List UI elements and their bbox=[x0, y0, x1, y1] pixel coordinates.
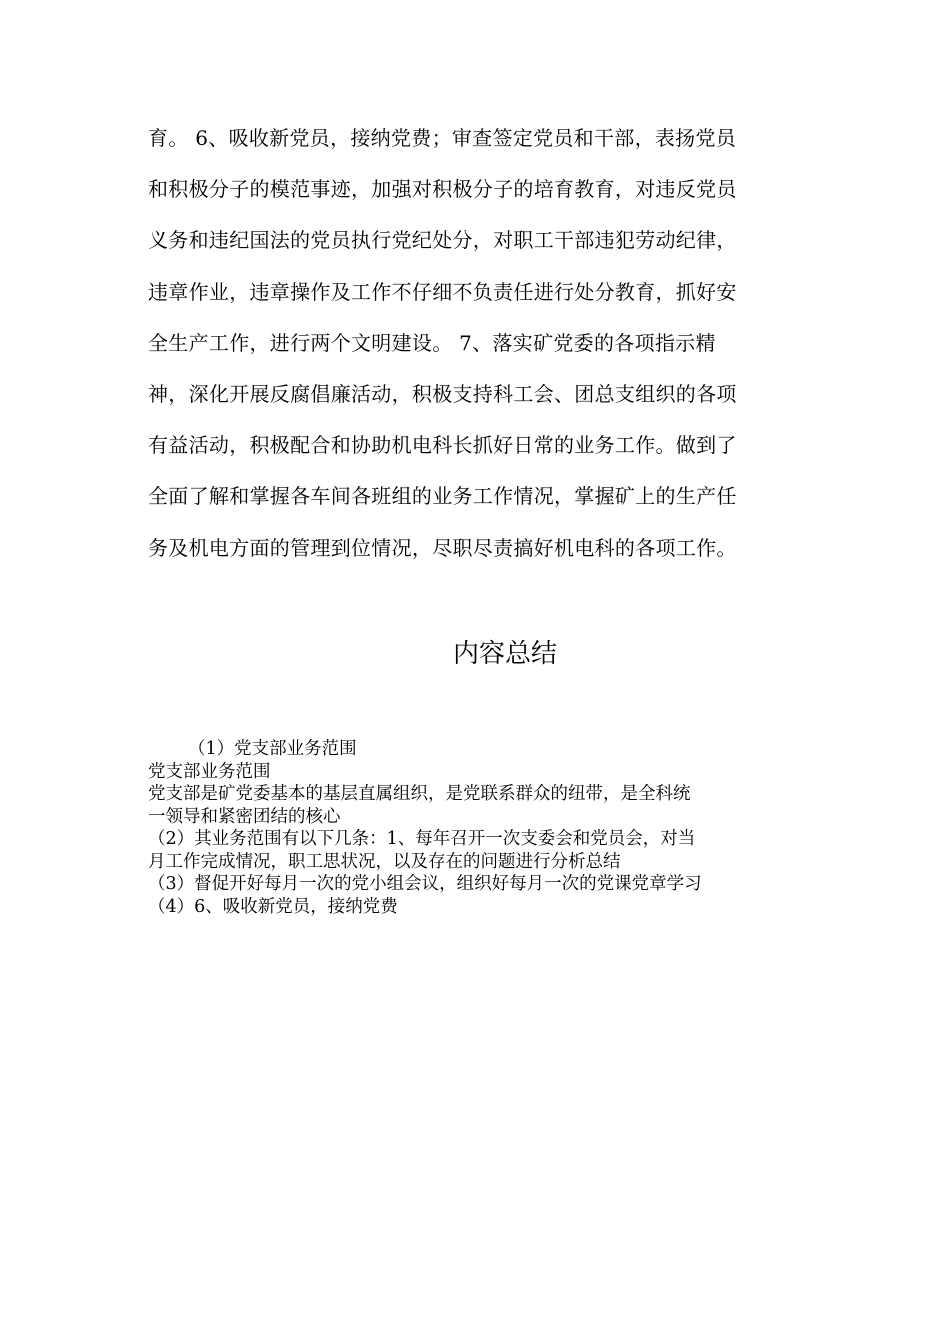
body-line: 育。 6、吸收新党员，接纳党费；审查签定党员和干部，表扬党员 bbox=[148, 126, 737, 150]
summary-line: 一领导和紧密团结的核心 bbox=[148, 806, 341, 827]
summary-heading: 内容总结 bbox=[452, 639, 557, 669]
body-line: 务及机电方面的管理到位情况，尽职尽责搞好机电科的各项工作。 bbox=[148, 535, 737, 560]
body-line: 义务和违纪国法的党员执行党纪处分，对职工干部违犯劳动纪律， bbox=[148, 228, 737, 253]
summary-line: 党支部是矿党委基本的基层直属组织，是党联系群众的纽带，是全科统 bbox=[148, 784, 691, 804]
summary-line: （3）督促开好每月一次的党小组会议，组织好每月一次的党课党章学习 bbox=[148, 874, 702, 894]
summary-line: 党支部业务范围 bbox=[148, 761, 271, 782]
body-line: 有益活动，积极配合和协助机电科长抓好日常的业务工作。做到了 bbox=[148, 433, 737, 458]
body-line: 全生产工作，进行两个文明建设。 7、落实矿党委的各项指示精 bbox=[148, 330, 716, 355]
summary-line: 月工作完成情况，职工思状况，以及存在的问题进行分析总结 bbox=[148, 851, 621, 872]
body-line: 全面了解和掌握各车间各班组的业务工作情况，掌握矿上的生产任 bbox=[148, 484, 737, 509]
body-line: 神，深化开展反腐倡廉活动，积极支持科工会、团总支组织的各项 bbox=[148, 381, 737, 406]
body-line: 违章作业，违章操作及工作不仔细不负责任进行处分教育，抓好安 bbox=[148, 279, 737, 304]
body-paragraph bbox=[148, 113, 808, 574]
summary-line: （4）6、吸收新党员，接纳党费 bbox=[148, 896, 398, 917]
summary-section bbox=[148, 738, 828, 918]
summary-line: （2）其业务范围有以下几条：1、每年召开一次支委会和党员会，对当 bbox=[148, 829, 696, 849]
summary-line: （1）党支部业务范围 bbox=[188, 739, 357, 759]
body-line: 和积极分子的模范事迹，加强对积极分子的培育教育，对违反党员 bbox=[148, 177, 737, 202]
